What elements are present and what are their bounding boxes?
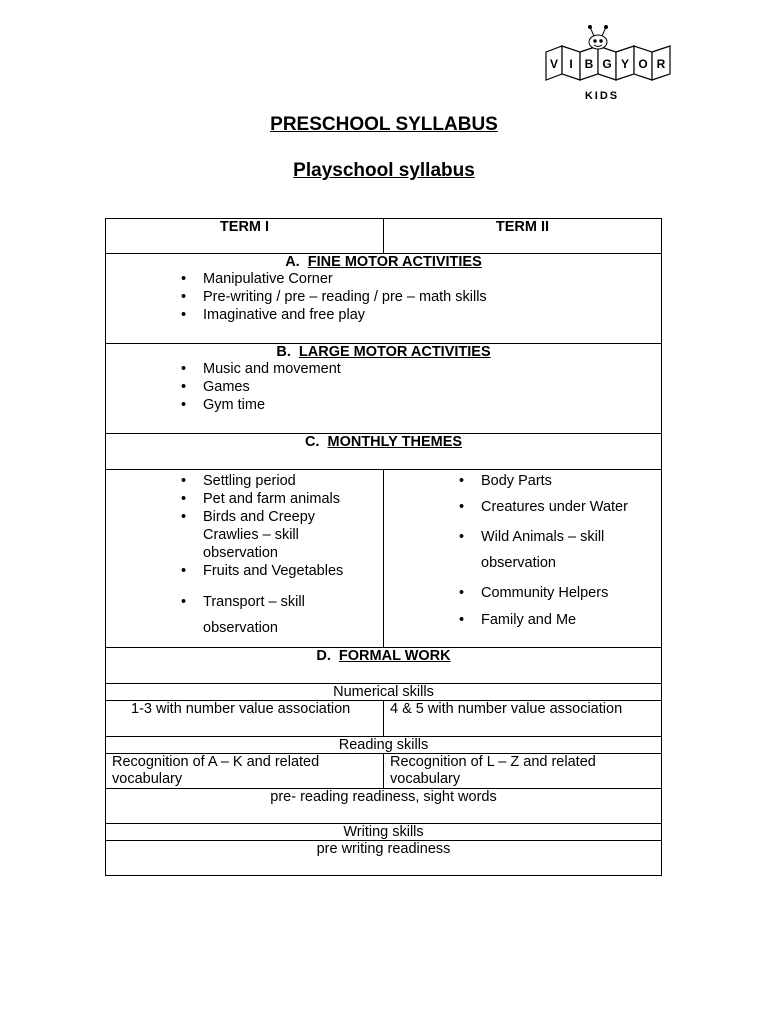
list-item: • Wild Animals – skill observation (481, 524, 621, 576)
numerical-term1: 1-3 with number value association (106, 701, 384, 737)
list-item: • Community Helpers (481, 584, 651, 602)
writing-skills-title-row (106, 824, 662, 841)
list-item: • Fruits and Vegetables (203, 562, 353, 580)
section-heading (106, 648, 661, 664)
section-label: FORMAL WORK (338, 648, 451, 664)
list-item: • Games (203, 378, 661, 396)
syllabus-table (105, 218, 662, 876)
logo-letter: V (549, 57, 559, 71)
section-heading (106, 434, 661, 450)
list-item: • Transport – skill observation (203, 589, 328, 641)
section-letter: C. (304, 434, 320, 450)
logo-letter: Y (620, 57, 630, 71)
page-title: PRESCHOOL SYLLABUS (270, 114, 498, 135)
reading-skills-title-row (106, 737, 662, 754)
section-letter: B. (276, 344, 291, 360)
writing-common-row (106, 841, 662, 876)
large-motor-section (106, 344, 662, 434)
reading-skills-row (106, 754, 662, 789)
logo-letter: B (584, 57, 594, 71)
list-item: • Family and Me (481, 611, 651, 629)
logo-letter: G (602, 57, 612, 71)
list-item: • Pre-writing / pre – reading / pre – math skills (203, 288, 661, 306)
list-item: • Birds and Creepy Crawlies – skill observation (203, 508, 353, 562)
writing-common: pre writing readiness (106, 841, 662, 876)
term2-header: TERM II (384, 219, 662, 254)
logo-subtitle: KIDS (584, 90, 620, 102)
term1-themes-list (106, 472, 353, 641)
list-item: • Gym time (203, 396, 661, 414)
numerical-skills-row (106, 701, 662, 737)
bee-mascot-icon (589, 26, 608, 50)
large-motor-list (106, 360, 661, 414)
numerical-skills-title: Numerical skills (106, 684, 662, 701)
term-header-row (106, 219, 662, 254)
page-subtitle: Playschool syllabus (293, 160, 475, 181)
list-item: • Imaginative and free play (203, 306, 661, 324)
section-heading (106, 254, 661, 270)
fine-motor-list (106, 270, 661, 324)
reading-term1: Recognition of A – K and related vocabulary (106, 754, 384, 789)
section-label: FINE MOTOR ACTIVITIES (307, 254, 482, 270)
section-letter: D. (316, 648, 331, 664)
logo-letter: I (569, 57, 573, 71)
numerical-skills-title-row (106, 684, 662, 701)
writing-skills-title: Writing skills (106, 824, 662, 841)
term2-themes-list (384, 472, 651, 629)
section-label: MONTHLY THEMES (327, 434, 463, 450)
list-item: • Body Parts (481, 472, 651, 490)
list-item: • Music and movement (203, 360, 661, 378)
list-item: • Pet and farm animals (203, 490, 353, 508)
list-item: • Manipulative Corner (203, 270, 661, 288)
fine-motor-section (106, 254, 662, 344)
reading-common-row (106, 789, 662, 824)
vibgyor-kids-logo (542, 24, 678, 104)
formal-work-heading-row (106, 648, 662, 684)
monthly-themes-row (106, 470, 662, 648)
logo-letter: R (656, 57, 666, 71)
monthly-themes-heading-row (106, 434, 662, 470)
numerical-term2: 4 & 5 with number value association (384, 701, 662, 737)
logo-letter: O (638, 57, 648, 71)
list-item: • Creatures under Water (481, 498, 651, 516)
reading-common: pre- reading readiness, sight words (106, 789, 662, 824)
section-heading (106, 344, 661, 360)
list-item: • Settling period (203, 472, 353, 490)
section-label: LARGE MOTOR ACTIVITIES (298, 344, 491, 360)
reading-skills-title: Reading skills (106, 737, 662, 754)
section-letter: A. (285, 254, 300, 270)
reading-term2: Recognition of L – Z and related vocabulary (384, 754, 662, 789)
term1-header: TERM I (106, 219, 384, 254)
